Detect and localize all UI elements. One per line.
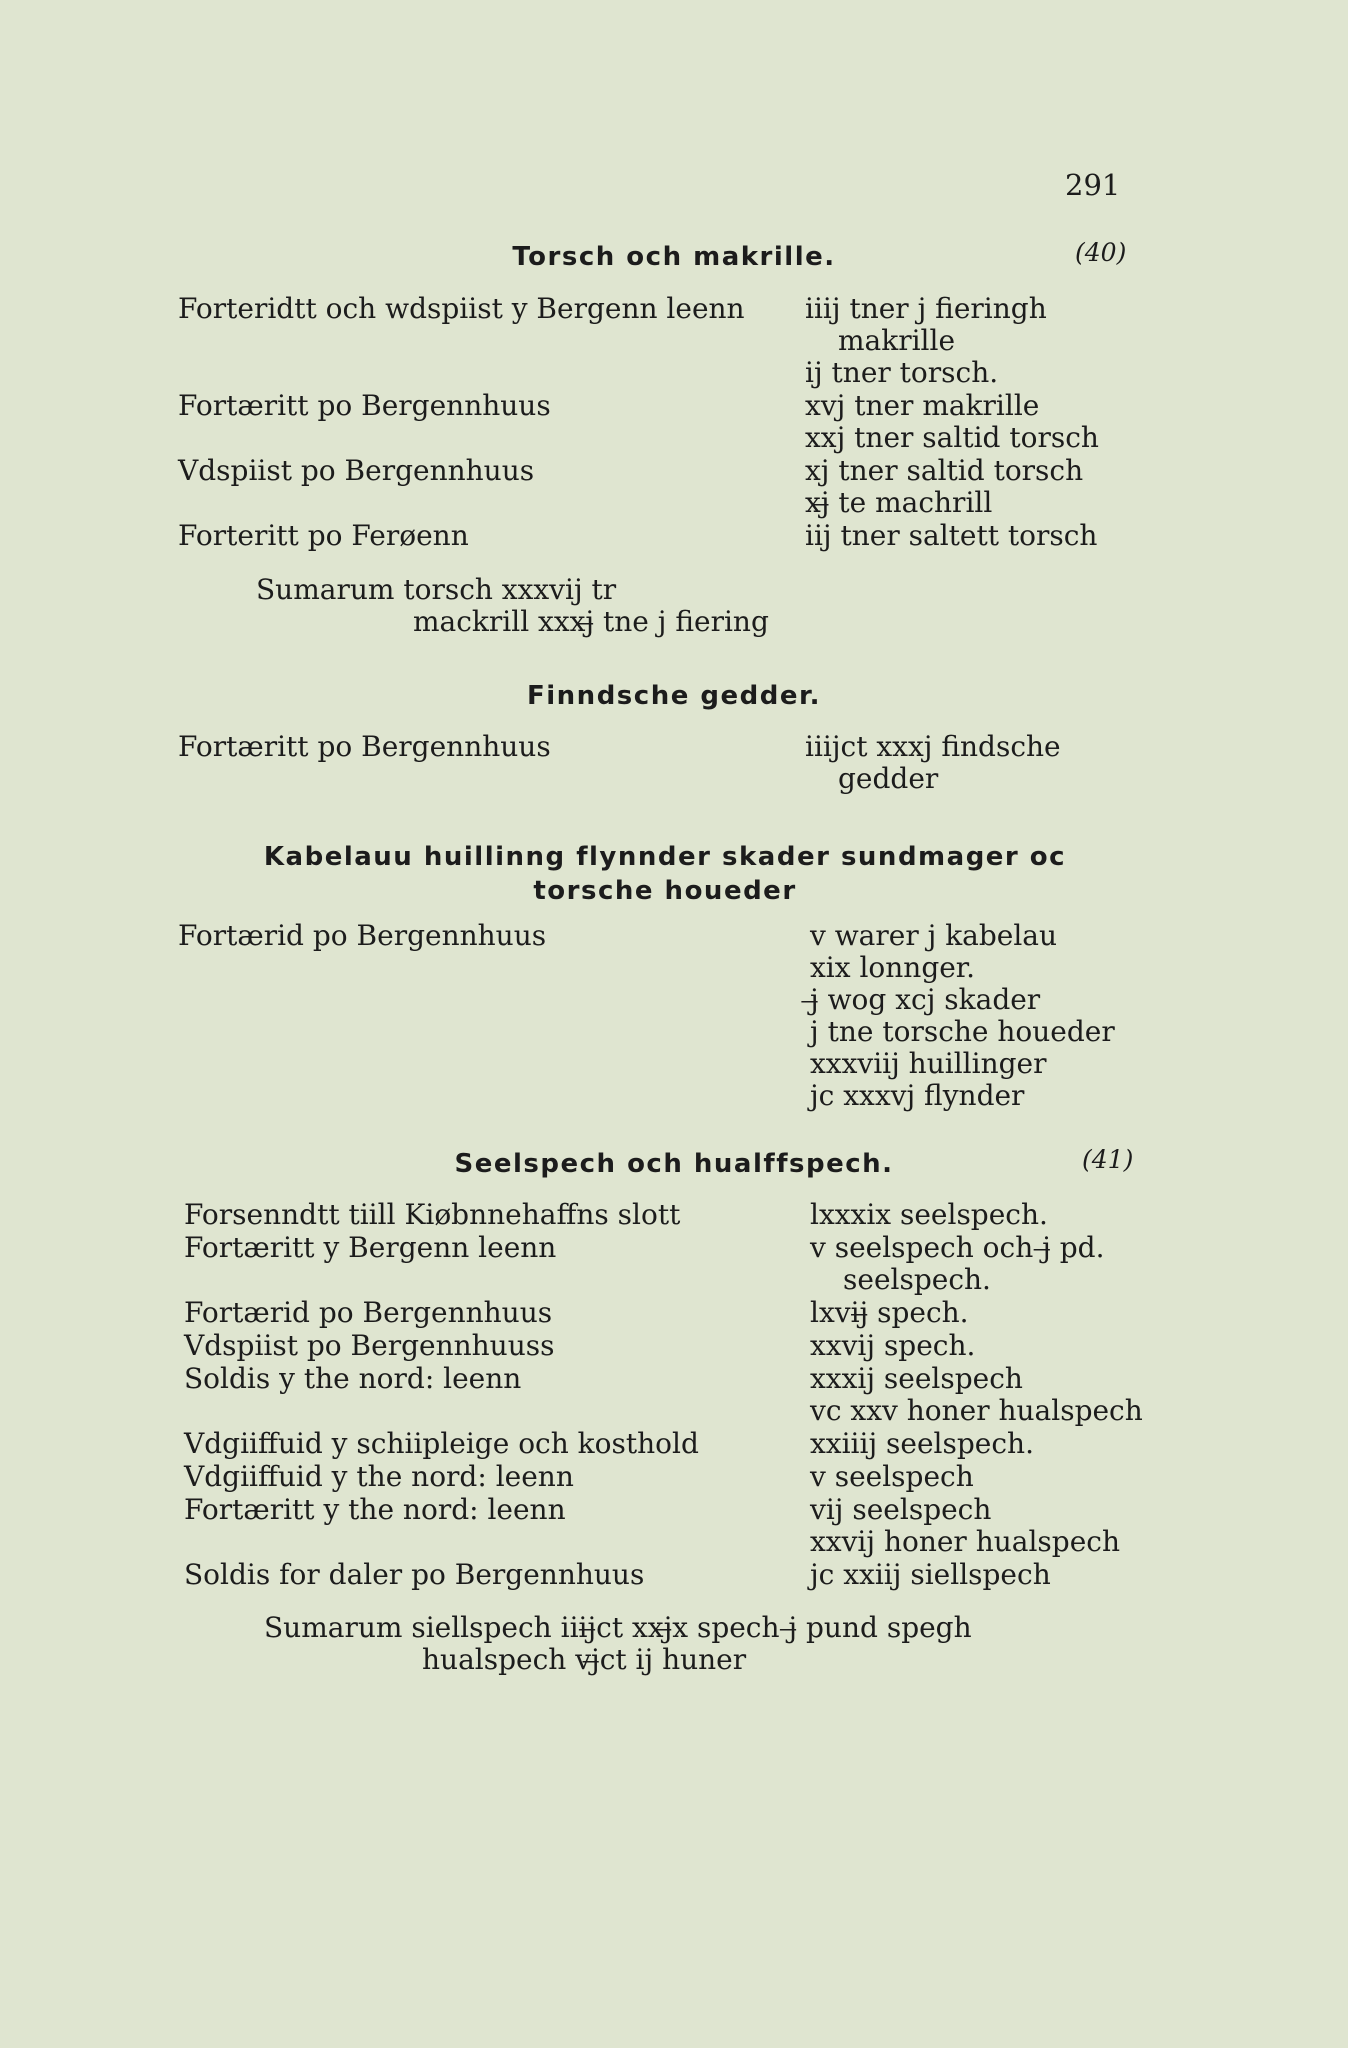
entry-label: Soldis for daler po Bergennhuus <box>184 1558 645 1591</box>
entry-value: iiijct xxxj findsche <box>805 730 1061 763</box>
section-number: (41) <box>1082 1145 1134 1174</box>
summary-line: Sumarum siellspech iiij̶ct xxj̶x spech j̶ pund spegh <box>264 1611 972 1644</box>
entry-label: Forteritt po Ferøenn <box>178 519 469 552</box>
entry-value: v seelspech <box>810 1460 974 1493</box>
entry-value: xxxviij huillinger <box>810 1047 1047 1080</box>
entry-label: Fortæritt y Bergenn leenn <box>184 1231 557 1264</box>
entry-value: vc xxv honer hualspech <box>810 1394 1143 1427</box>
section-heading: Kabelauu huillinng flynnder skader sundmager oc torsche houeder <box>263 842 1067 906</box>
entry-value: xxj tner saltid torsch <box>805 421 1099 454</box>
entry-value: v warer j kabelau <box>810 919 1058 952</box>
entry-value: lxxxix seelspech. <box>810 1198 1048 1231</box>
entry-label: Fortæritt po Bergennhuus <box>178 730 551 763</box>
entry-value: j tne torsche houeder <box>810 1015 1115 1048</box>
entry-value: ij tner torsch. <box>805 356 999 389</box>
section-heading: Seelspech och hualffspech. <box>454 1149 894 1179</box>
entry-label: Soldis y the nord: leenn <box>184 1362 522 1395</box>
entry-label: Fortæritt po Bergennhuus <box>178 389 551 422</box>
entry-label: Forsenndtt tiill Kiøbnnehaffns slott <box>184 1198 681 1231</box>
summary-line: Sumarum torsch xxxvij tr <box>256 573 617 606</box>
summary-line: mackrill xxxj̶ tne j fiering <box>413 605 769 638</box>
entry-value: jc xxxvj flynder <box>810 1079 1025 1112</box>
entry-value: xj̶ te machrill <box>805 486 993 519</box>
section-number: (40) <box>1075 238 1127 267</box>
entry-value: j̶ wog xcj skader <box>810 983 1041 1016</box>
entry-value: v seelspech och j̶ pd. <box>810 1231 1105 1264</box>
entry-value: xxiiij seelspech. <box>810 1427 1034 1460</box>
page-number: 291 <box>1065 168 1121 202</box>
entry-value: iij tner saltett torsch <box>805 519 1098 552</box>
entry-value: gedder <box>838 762 939 795</box>
entry-value: xxvij spech. <box>810 1329 976 1362</box>
entry-value: vij seelspech <box>810 1493 992 1526</box>
entry-value: iiij tner j fieringh <box>805 292 1047 325</box>
entry-value: lxvij̶ spech. <box>810 1296 969 1329</box>
section-heading: Finndsche gedder. <box>527 681 821 711</box>
entry-label: Fortæritt y the nord: leenn <box>184 1493 566 1526</box>
entry-label: Forteridtt och wdspiist y Bergenn leenn <box>178 292 745 325</box>
entry-label: Fortærid po Bergennhuus <box>178 919 547 952</box>
entry-value: xix lonnger. <box>810 951 976 984</box>
summary-line: hualspech vj̶ct ij huner <box>422 1643 747 1676</box>
entry-label: Vdgiiffuid y the nord: leenn <box>184 1460 574 1493</box>
entry-label: Vdgiiffuid y schiipleige och kosthold <box>184 1427 699 1460</box>
entry-label: Fortærid po Bergennhuus <box>184 1296 553 1329</box>
section-heading: Torsch och makrille. <box>512 242 836 272</box>
entry-value: seelspech. <box>843 1263 991 1296</box>
entry-value: jc xxiij siellspech <box>810 1558 1051 1591</box>
entry-value: xxvij honer hualspech <box>810 1525 1121 1558</box>
entry-value: xxxij seelspech <box>810 1362 1023 1395</box>
entry-value: makrille <box>838 324 956 357</box>
entry-label: Vdspiist po Bergennhuus <box>178 454 535 487</box>
entry-value: xj tner saltid torsch <box>805 454 1084 487</box>
entry-label: Vdspiist po Bergennhuuss <box>184 1329 555 1362</box>
entry-value: xvj tner makrille <box>805 389 1040 422</box>
